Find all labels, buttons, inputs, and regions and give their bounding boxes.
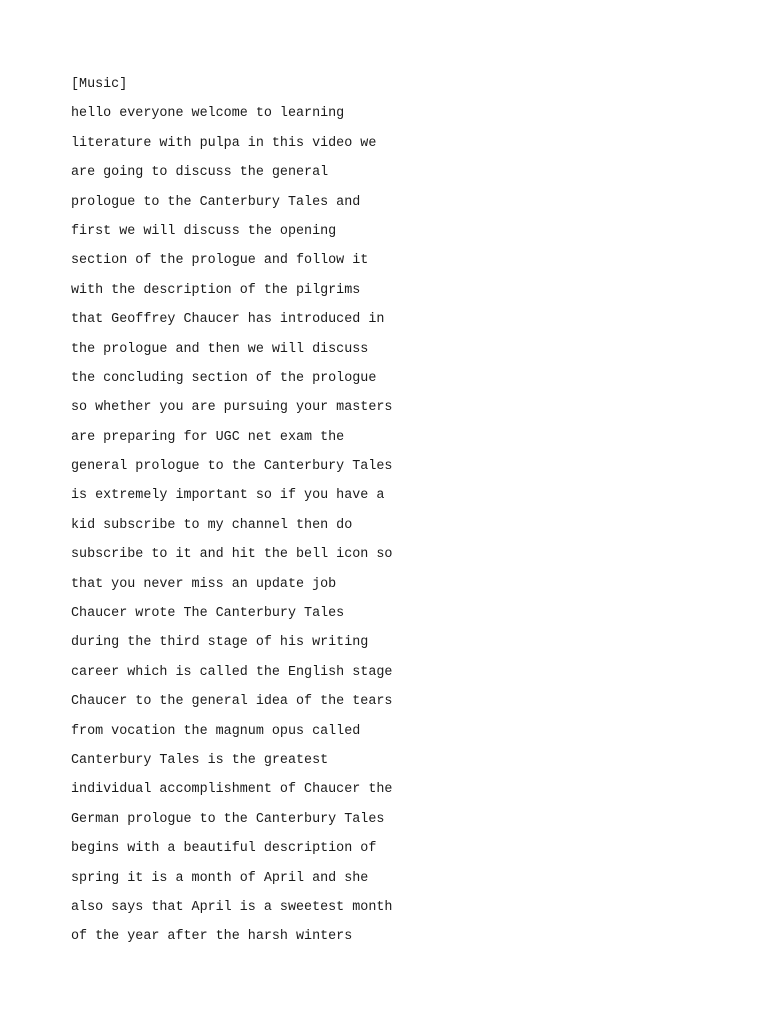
transcript-line: so whether you are pursuing your masters [71, 400, 393, 416]
transcript-line: career which is called the English stage [71, 664, 393, 680]
transcript-line: section of the prologue and follow it [71, 253, 369, 269]
transcript-line: the concluding section of the prologue [71, 370, 377, 386]
transcript-line: spring it is a month of April and she [71, 870, 369, 886]
transcript-line: first we will discuss the opening [71, 223, 337, 239]
transcript-line: during the third stage of his writing [71, 635, 369, 651]
transcript-line: that you never miss an update job [71, 576, 337, 592]
transcript-line: are going to discuss the general [71, 165, 329, 181]
transcript-line: with the description of the pilgrims [71, 282, 361, 298]
transcript-line: German prologue to the Canterbury Tales [71, 811, 385, 827]
transcript-line: individual accomplishment of Chaucer the [71, 782, 393, 798]
transcript-line: kid subscribe to my channel then do [71, 517, 353, 533]
transcript-line: the prologue and then we will discuss [71, 341, 369, 357]
transcript-line: Canterbury Tales is the greatest [71, 752, 329, 768]
transcript-line: Chaucer wrote The Canterbury Tales [71, 606, 345, 622]
transcript-line: Chaucer to the general idea of the tears [71, 694, 393, 710]
transcript-line: general prologue to the Canterbury Tales [71, 459, 393, 475]
transcript-line: subscribe to it and hit the bell icon so [71, 547, 393, 563]
transcript-line: begins with a beautiful description of [71, 841, 377, 857]
transcript-line: prologue to the Canterbury Tales and [71, 194, 361, 210]
transcript-line: [Music] [71, 77, 128, 92]
transcript-line: that Geoffrey Chaucer has introduced in [71, 312, 385, 328]
transcript-line: literature with pulpa in this video we [71, 135, 377, 151]
transcript-line: hello everyone welcome to learning [71, 106, 345, 122]
transcript-text [71, 70, 731, 952]
transcript-line: are preparing for UGC net exam the [71, 429, 345, 445]
transcript-line: also says that April is a sweetest month [71, 899, 393, 915]
transcript-line: is extremely important so if you have a [71, 488, 385, 504]
transcript-line: from vocation the magnum opus called [71, 723, 361, 739]
transcript-line: of the year after the harsh winters [71, 929, 353, 945]
